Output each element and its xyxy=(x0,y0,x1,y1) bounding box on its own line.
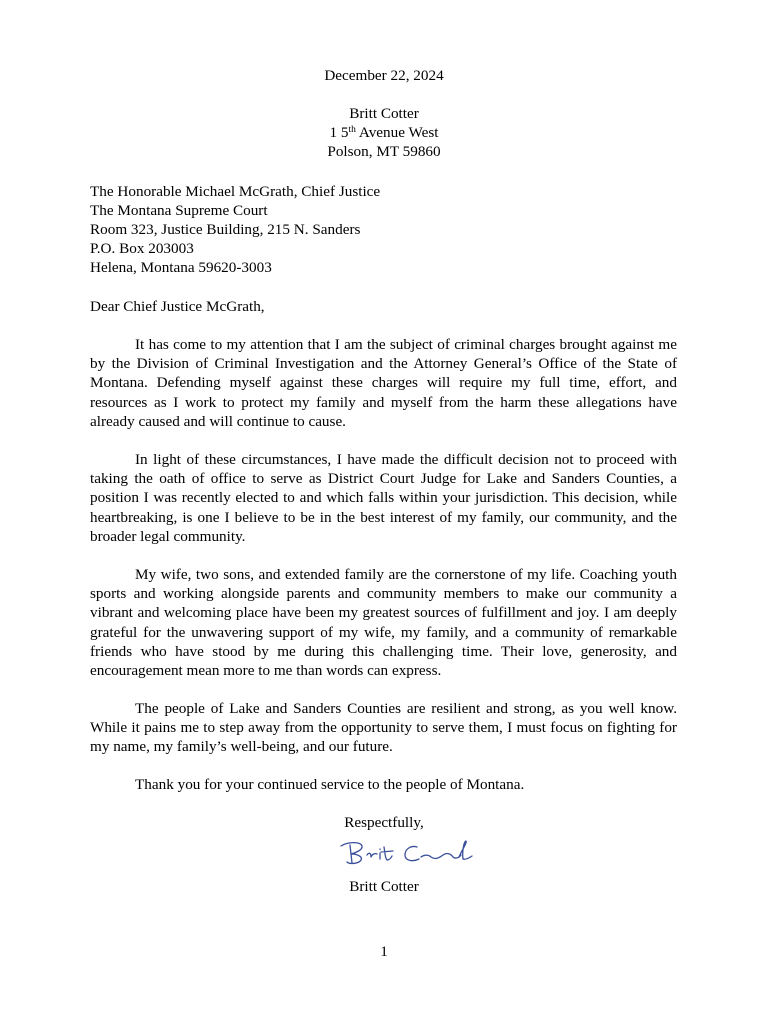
recipient-line-3: Room 323, Justice Building, 215 N. Sanders xyxy=(90,221,361,238)
sender-address-street: Avenue West xyxy=(355,124,439,141)
signed-name: Britt Cotter xyxy=(349,878,419,895)
signature-stroke-flourish xyxy=(459,841,472,859)
body-paragraph-1: It has come to my attention that I am the subject of criminal charges brought against me by the Division of Criminal Investigation and the Attorney General’s Office of the State of Montana. Defending myself against these charges will require my full time, effort, and resources as I work to protect my family and myself from the harm these allegations have already caused and will continue to cause. xyxy=(90,336,677,430)
salutation: Dear Chief Justice McGrath, xyxy=(90,298,265,315)
body-paragraph-2: In light of these circumstances, I have made the difficult decision not to proceed with taking the oath of office to serve as District Court Judge for Lake and Sanders Counties, a position I was recently elected to and which falls within your jurisdiction. This decision, while heartbreaking, is one I believe to be in the best interest of my family, our community, and the broader legal community. xyxy=(90,451,677,545)
body-paragraph-3: My wife, two sons, and extended family are the cornerstone of my life. Coaching youth sports and working alongside parents and community members to make our community a vibrant and welcoming place have been my greatest sources of fulfillment and joy. I am deeply grateful for the unwavering support of my wife, my family, and a community of remarkable friends who have stood by me during this challenging time. Their love, generosity, and encouragement mean more to me than words can express. xyxy=(90,566,677,680)
page-number: 1 xyxy=(380,943,388,960)
sender-name: Britt Cotter xyxy=(349,105,419,122)
signature-stroke-c xyxy=(405,846,419,860)
signature-strokes xyxy=(341,841,472,864)
valediction: Respectfully, xyxy=(344,814,424,831)
sender-address-suffix: th xyxy=(348,125,356,135)
body-paragraph-4: The people of Lake and Sanders Counties are resilient and strong, as you well know. While it pains me to step away from the opportunity to serve them, I must focus on fighting for my name, my family’s well-being, and our future. xyxy=(90,700,677,756)
sender-address-number: 1 5 xyxy=(329,124,349,141)
recipient-line-5: Helena, Montana 59620-3003 xyxy=(90,259,272,276)
body-paragraph-5: Thank you for your continued service to the people of Montana. xyxy=(135,776,525,793)
sender-city: Polson, MT 59860 xyxy=(327,143,441,160)
signature-stroke-otter xyxy=(421,854,461,859)
recipient-line-1: The Honorable Michael McGrath, Chief Justice xyxy=(90,183,381,200)
letter-date: December 22, 2024 xyxy=(324,67,444,84)
sender-address xyxy=(0,123,768,142)
signature-stroke-ritt xyxy=(367,847,393,860)
recipient-line-2: The Montana Supreme Court xyxy=(90,202,268,219)
recipient-line-4: P.O. Box 203003 xyxy=(90,240,194,257)
handwritten-signature xyxy=(335,833,480,877)
signature-stroke-b xyxy=(341,843,362,864)
